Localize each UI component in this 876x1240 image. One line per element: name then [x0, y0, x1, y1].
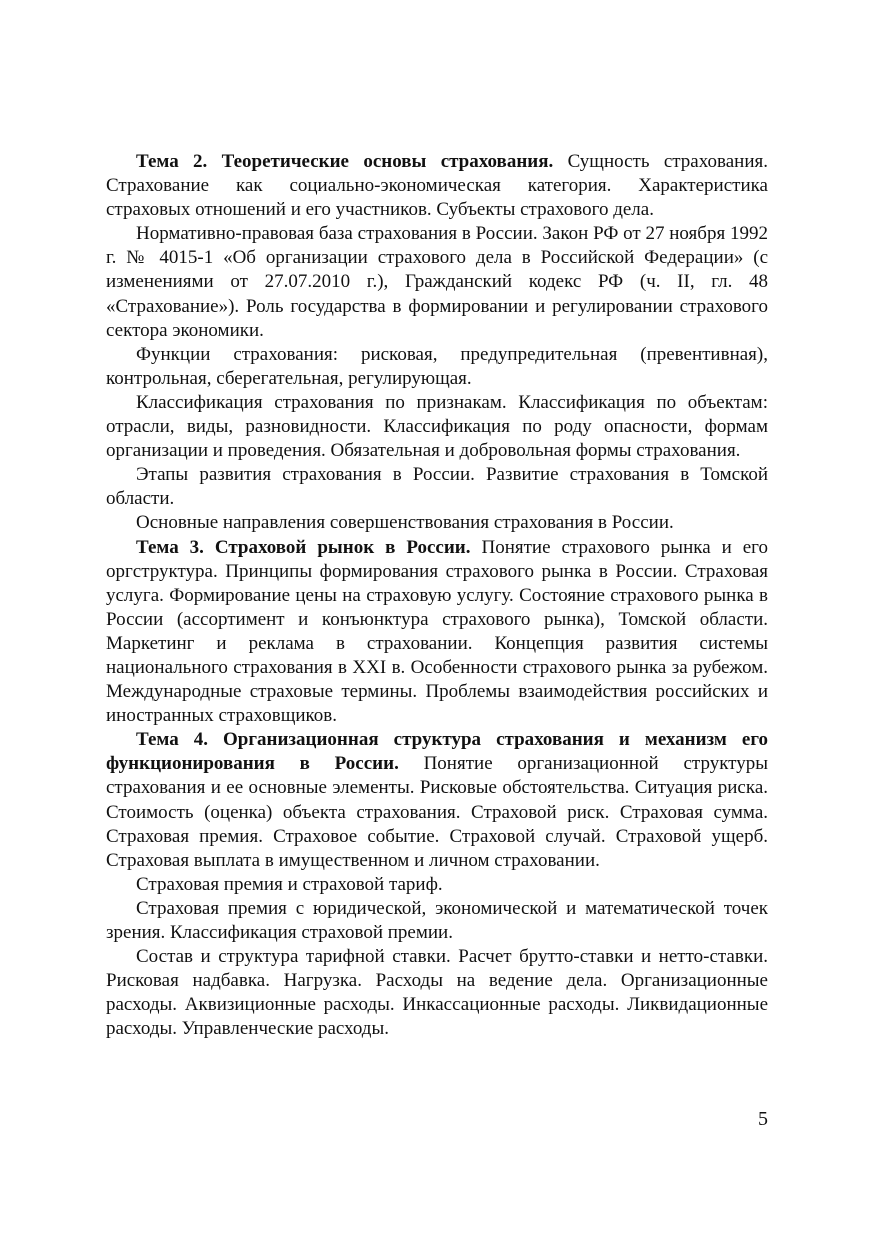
paragraph-text: Сущность страхования. Страхование как социально-экономическая категория. Характеристика страховых отношений и его участников. Субъекты страхового дела.	[106, 151, 768, 221]
paragraph	[106, 222, 768, 342]
paragraph-text: Состав и структура тарифной ставки. Расчет брутто-ставки и нетто-ставки. Рисковая надбавка. Нагрузка. Расходы на ведение дела. Организационные расходы. Аквизиционные расходы. Инкассационные расходы. Ликвидационные расходы. Управленческие расходы.	[106, 946, 768, 1040]
paragraph-topic-3	[106, 536, 768, 729]
topic-heading: Тема 3. Страховой рынок в России.	[136, 536, 471, 558]
topic-heading: Тема 2. Теоретические основы страхования.	[136, 151, 554, 172]
paragraph	[106, 391, 768, 463]
paragraph-topic-4	[106, 728, 768, 873]
paragraph-text: Страховая премия с юридической, экономической и математической точек зрения. Классификация страховой премии.	[106, 897, 768, 943]
paragraph-text: Этапы развития страхования в России. Развитие страхования в Томской области.	[106, 464, 768, 510]
paragraph	[106, 511, 768, 535]
paragraph	[106, 343, 768, 391]
body-text	[106, 150, 768, 1041]
paragraph	[106, 897, 768, 945]
paragraph	[106, 945, 768, 1041]
paragraph-text: Нормативно-правовая база страхования в России. Закон РФ от 27 ноября 1992 г. № 4015-1 «Об организации страхового дела в Российской Федерации» (с изменениями от 27.07.2010 г.), Гражданский кодекс РФ (ч. II, гл. 48 «Страхование»). Роль государства в формировании и регулировании страхового сектора экономики.	[106, 223, 768, 341]
paragraph-text: Функции страхования: рисковая, предупредительная (превентивная), контрольная, сберегательная, регулирующая.	[106, 343, 768, 389]
paragraph-text: Основные направления совершенствования страхования в России.	[136, 512, 674, 534]
paragraph-topic-2	[106, 150, 768, 222]
paragraph	[106, 873, 768, 897]
paragraph-text: Страховая премия и страховой тариф.	[136, 873, 443, 895]
topic-heading: Тема 4. Организационная структура страхования и механизм его функционирования в России.	[106, 729, 768, 775]
page-number: 5	[758, 1108, 768, 1130]
paragraph	[106, 463, 768, 511]
paragraph-text: Классификация страхования по признакам. Классификация по объектам: отрасли, виды, разновидности. Классификация по роду опасности, формам организации и проведения. Обязательная и добровольная формы страхования.	[106, 391, 768, 462]
paragraph-text: Понятие организационной структуры страхования и ее основные элементы. Рисковые обстоятельства. Ситуация риска. Стоимость (оценка) объекта страхования. Страховой риск. Страховая сумма. Страховая премия. Страховое событие. Страховой случай. Страховой ущерб. Страховая выплата в имущественном и личном страховании.	[106, 753, 769, 871]
paragraph-text: Понятие страхового рынка и его оргструктура. Принципы формирования страхового рынка в России. Страховая услуга. Формирование цены на страховую услугу. Состояние страхового рынка в России (ассортимент и конъюнктура страхового рынка), Томской области. Маркетинг и реклама в страховании. Концепция развития системы национального страхования в XXI в. Особенности страхового рынка за рубежом. Международные страховые термины. Проблемы взаимодействия российских и иностранных страховщиков.	[106, 536, 768, 727]
